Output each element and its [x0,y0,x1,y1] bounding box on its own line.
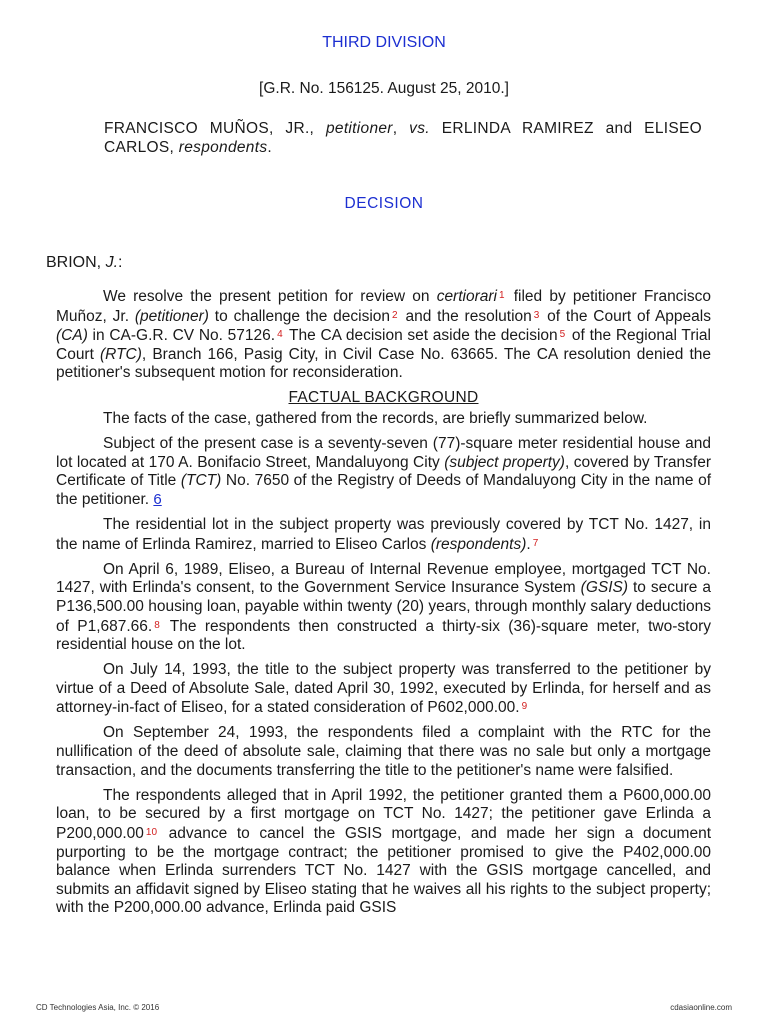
respondents-role: respondents [178,139,268,156]
text-italic: (subject property) [444,453,565,471]
footnote-link-8[interactable]: 8 [154,619,160,631]
text: The residential lot in the subject property was previously covered by TCT No. 1427, in the name of Erlinda Ramirez, married to Eliseo Carlos [56,516,711,553]
ponente-name: BRION, [46,254,102,271]
text-italic: certiorari [436,288,497,305]
division-heading: THIRD DIVISION [322,34,446,51]
text-italic: (GSIS) [580,579,629,597]
paragraph-7: On September 24, 1993, the respondents filed a complaint with the RTC for the nullification of the deed of absolute sale, claiming that there was no sale but only a mortgage transaction, and the documents transferring the title to the petitioner's name were falsified. [56,724,711,779]
paragraph-6 [56,661,711,718]
text: The respondents then constructed a thirty-six (36)-square meter, two-story residential house on the lot. [56,617,711,654]
ponente [46,254,122,272]
footnote-link-9[interactable]: 9 [521,701,528,713]
footnote-link-7[interactable]: 7 [532,537,539,549]
text: On July 14, 1993, the title to the subject property was transferred to the petitioner by virtue of a Deed of Absolute Sale, dated April 30, 1992, executed by Erlinda, for herself and as attorney-in-fact of Eliseo, for a stated consideration of P602,000.00. [56,661,711,717]
case-parties: FRANCISCO MUÑOS, JR., petitioner, vs. ERLINDA RAMIREZ and ELISEO CARLOS, respondents. [104,120,702,156]
text: On April 6, 1989, Eliseo, a Bureau of Internal Revenue employee, mortgaged TCT No. 1427, with Erlinda's consent, to the Government Service Insurance System [56,560,711,597]
case-number: [G.R. No. 156125. August 25, 2010.] [259,80,509,97]
footer-copyright: CD Technologies Asia, Inc. © 2016 [36,1003,160,1012]
text: , Branch 166, Pasig City, in Civil Case No. 63665. The CA resolution denied the petitioner's subsequent motion for reconsideration. [56,345,712,382]
text: to secure a P136,500.00 housing loan, payable within twenty (20) years, through monthly salary deductions of P1,687.66. [56,579,711,635]
text: of the Court of Appeals [541,307,711,325]
text: advance to cancel the GSIS mortgage, and made her sign a document purporting to be the mortgage contract; the petitioner promised to give the P402,000.00 balance when Erlinda surrenders TCT No. 1427 with the GSIS mortgage cancelled, and submits an affidavit signed by Eliseo stating that he waives all his rights to the subject property; with the P200,000.00 advance, Erlinda paid GSIS [56,824,711,917]
text: The CA decision set aside the decision [284,327,558,345]
decision-title: DECISION [344,195,424,212]
respondents-name: ERLINDA RAMIREZ and ELISEO CARLOS, [104,120,702,156]
text-italic: (TCT) [180,472,222,490]
text: of the Regional Trial Court [56,327,711,363]
paragraph-2: The facts of the case, gathered from the records, are briefly summarized below. [103,410,648,428]
text: and the resolution [399,307,532,325]
paragraph-4 [56,516,711,554]
text: No. 7650 of the Registry of Deeds of Mandaluyong City in the name of the petitioner. [56,472,711,508]
text: The respondents alleged that in April 1992, the petitioner granted them a P600,000.00 loan, to be secured by a first mortgage on TCT No. 1427; the petitioner gave Erlinda a P200,000.00 [56,786,711,842]
petitioner-name: FRANCISCO MUÑOS, JR., [104,120,315,137]
footnote-link-4[interactable]: 4 [277,329,283,341]
footnote-link-2[interactable]: 2 [392,309,398,321]
petitioner-role: petitioner [325,120,393,137]
footnote-link-10[interactable]: 10 [145,826,158,838]
text-italic: (petitioner) [134,307,209,325]
text: filed by petitioner Francisco Muñoz, Jr. [56,288,711,325]
paragraph-5 [56,561,711,655]
text: in CA-G.R. CV No. 57126. [87,327,276,345]
text: , covered by Transfer Certificate of Title [56,453,711,490]
paragraph-3 [56,435,711,509]
text-italic: (respondents) [430,535,527,553]
text: Subject of the present case is a seventy-seven (77)-square meter residential house and lot located at 170 A. Bonifacio Street, Mandaluyong City [56,435,711,471]
footnote-link-5[interactable]: 5 [559,329,566,341]
text: to challenge the decision [208,307,391,325]
footer-site: cdasiaonline.com [670,1003,732,1012]
text-italic: (CA) [56,327,88,345]
decision-body [56,287,711,924]
text: . [526,535,531,553]
footnote-link-6[interactable]: 6 [153,490,162,508]
text: We resolve the present petition for review on [103,288,437,305]
text-italic: (RTC) [100,345,142,363]
ponente-title: J. [105,254,119,271]
ponente-suffix: : [118,254,123,271]
footnote-link-1[interactable]: 1 [498,290,505,301]
factual-background-heading: FACTUAL BACKGROUND [288,389,479,407]
paragraph-8 [56,787,711,918]
footnote-link-3[interactable]: 3 [533,309,540,321]
versus-label: vs. [409,120,430,137]
paragraph-1 [56,287,711,383]
